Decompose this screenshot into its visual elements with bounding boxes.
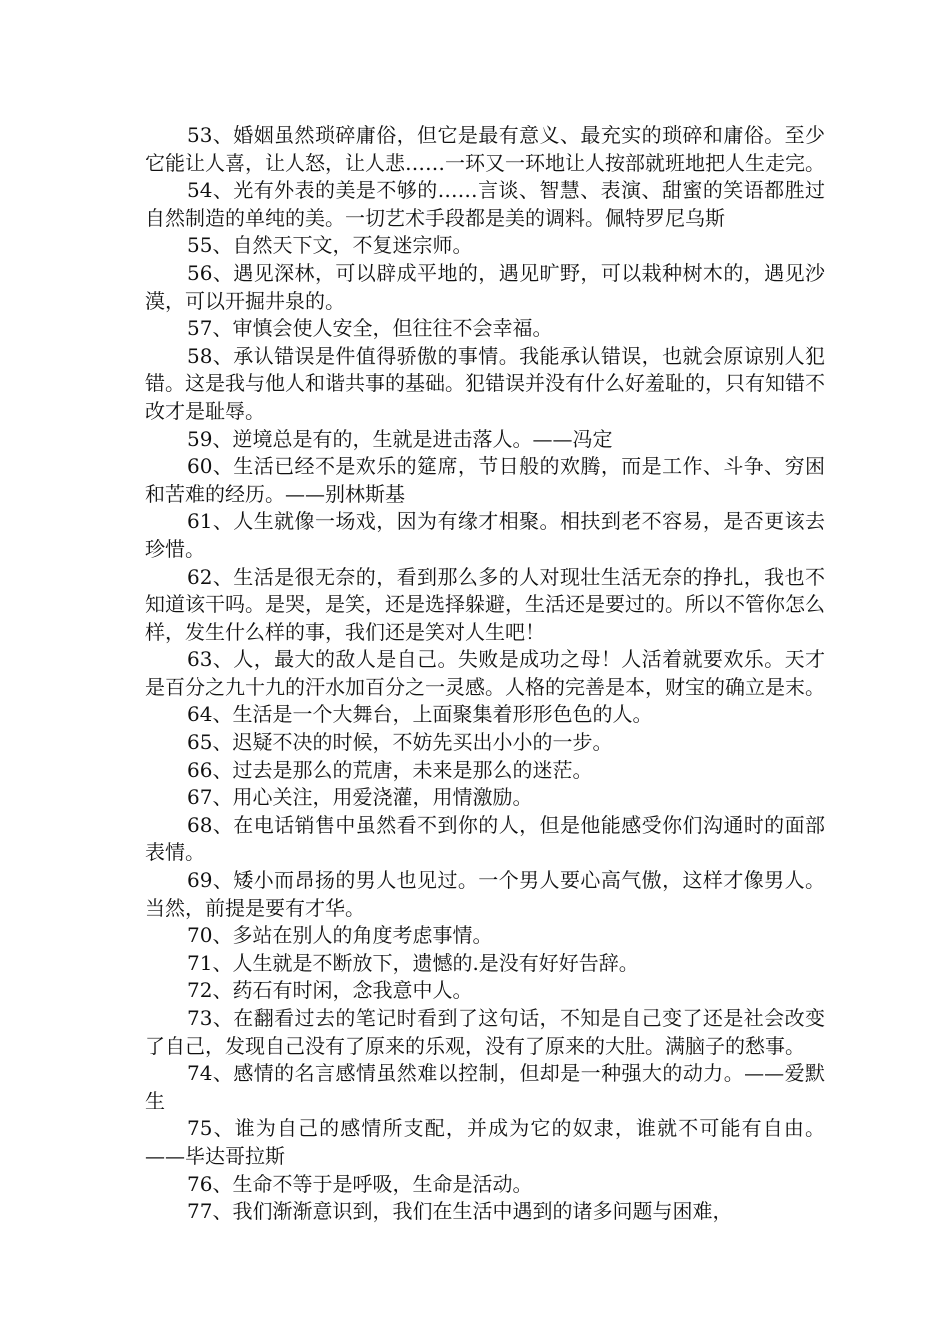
paragraph-54: 54、光有外表的美是不够的……言谈、智慧、表演、甜蜜的笑语都胜过自然制造的单纯的美。一切艺术手段都是美的调料。佩特罗尼乌斯 bbox=[145, 178, 825, 230]
paragraph-62: 62、生活是很无奈的，看到那么多的人对现壮生活无奈的挣扎，我也不知道该干吗。是哭，是笑，还是选择躲避，生活还是要过的。所以不管你怎么样，发生什么样的事，我们还是笑对人生吧！ bbox=[145, 564, 825, 644]
paragraph-53: 53、婚姻虽然琐碎庸俗，但它是最有意义、最充实的琐碎和庸俗。至少它能让人喜，让人怒，让人悲……一环又一环地让人按部就班地把人生走完。 bbox=[145, 123, 825, 175]
paragraph-56: 56、遇见深林，可以辟成平地的，遇见旷野，可以栽种树木的，遇见沙漠，可以开掘井泉的。 bbox=[145, 260, 825, 313]
paragraph-63: 63、人，最大的敌人是自己。失败是成功之母！人活着就要欢乐。天才是百分之九十九的汗水加百分之一灵感。人格的完善是本，财宝的确立是末。 bbox=[145, 647, 825, 699]
paragraph-71: 71、人生就是不断放下，遗憾的.是没有好好告辞。 bbox=[187, 950, 639, 975]
paragraph-72: 72、药石有时闲，念我意中人。 bbox=[187, 978, 473, 1003]
paragraph-64: 64、生活是一个大舞台，上面聚集着形形色色的人。 bbox=[187, 702, 653, 727]
paragraph-59: 59、逆境总是有的，生就是进击落人。——冯定 bbox=[187, 426, 613, 451]
paragraph-75: 75、谁为自己的感情所支配，并成为它的奴隶，谁就不可能有自由。 ——毕达哥拉斯 bbox=[145, 1116, 825, 1168]
paragraph-74: 74、感情的名言感情虽然难以控制，但却是一种强大的动力。——爱默生 bbox=[145, 1061, 825, 1113]
paragraph-67: 67、用心关注，用爱浇灌，用情激励。 bbox=[187, 785, 533, 810]
paragraph-69: 69、矮小而昂扬的男人也见过。一个男人要心高气傲，这样才像男人。当然，前提是要有才华。 bbox=[145, 868, 825, 920]
paragraph-55: 55、自然天下文，不复迷宗师。 bbox=[187, 233, 473, 258]
paragraph-65: 65、迟疑不决的时候，不妨先买出小小的一步。 bbox=[187, 730, 613, 755]
paragraph-70: 70、多站在别人的角度考虑事情。 bbox=[187, 923, 493, 948]
paragraph-61: 61、人生就像一场戏，因为有缘才相聚。相扶到老不容易，是否更该去珍惜。 bbox=[145, 509, 825, 561]
paragraph-60: 60、生活已经不是欢乐的筵席，节日般的欢腾，而是工作、斗争、穷困和苦难的经历。——别林斯基 bbox=[145, 454, 825, 506]
paragraph-73: 73、在翻看过去的笔记时看到了这句话，不知是自己变了还是社会改变了自己，发现自己没有了原来的乐观，没有了原来的大肚。满脑子的愁事。 bbox=[145, 1006, 825, 1058]
paragraph-57: 57、审慎会使人安全，但往往不会幸福。 bbox=[187, 316, 553, 341]
paragraph-66: 66、过去是那么的荒唐，未来是那么的迷茫。 bbox=[187, 757, 593, 782]
paragraph-58: 58、承认错误是件值得骄傲的事情。我能承认错误，也就会原谅别人犯错。这是我与他人和谐共事的基础。犯错误并没有什么好羞耻的，只有知错不改才是耻辱。 bbox=[145, 343, 825, 423]
document-body bbox=[145, 122, 825, 1226]
paragraph-76: 76、生命不等于是呼吸，生命是活动。 bbox=[187, 1171, 533, 1196]
paragraph-77: 77、我们渐渐意识到，我们在生活中遇到的诸多问题与困难， bbox=[187, 1199, 733, 1224]
paragraph-68: 68、在电话销售中虽然看不到你的人，但是他能感受你们沟通时的面部表情。 bbox=[145, 812, 825, 865]
